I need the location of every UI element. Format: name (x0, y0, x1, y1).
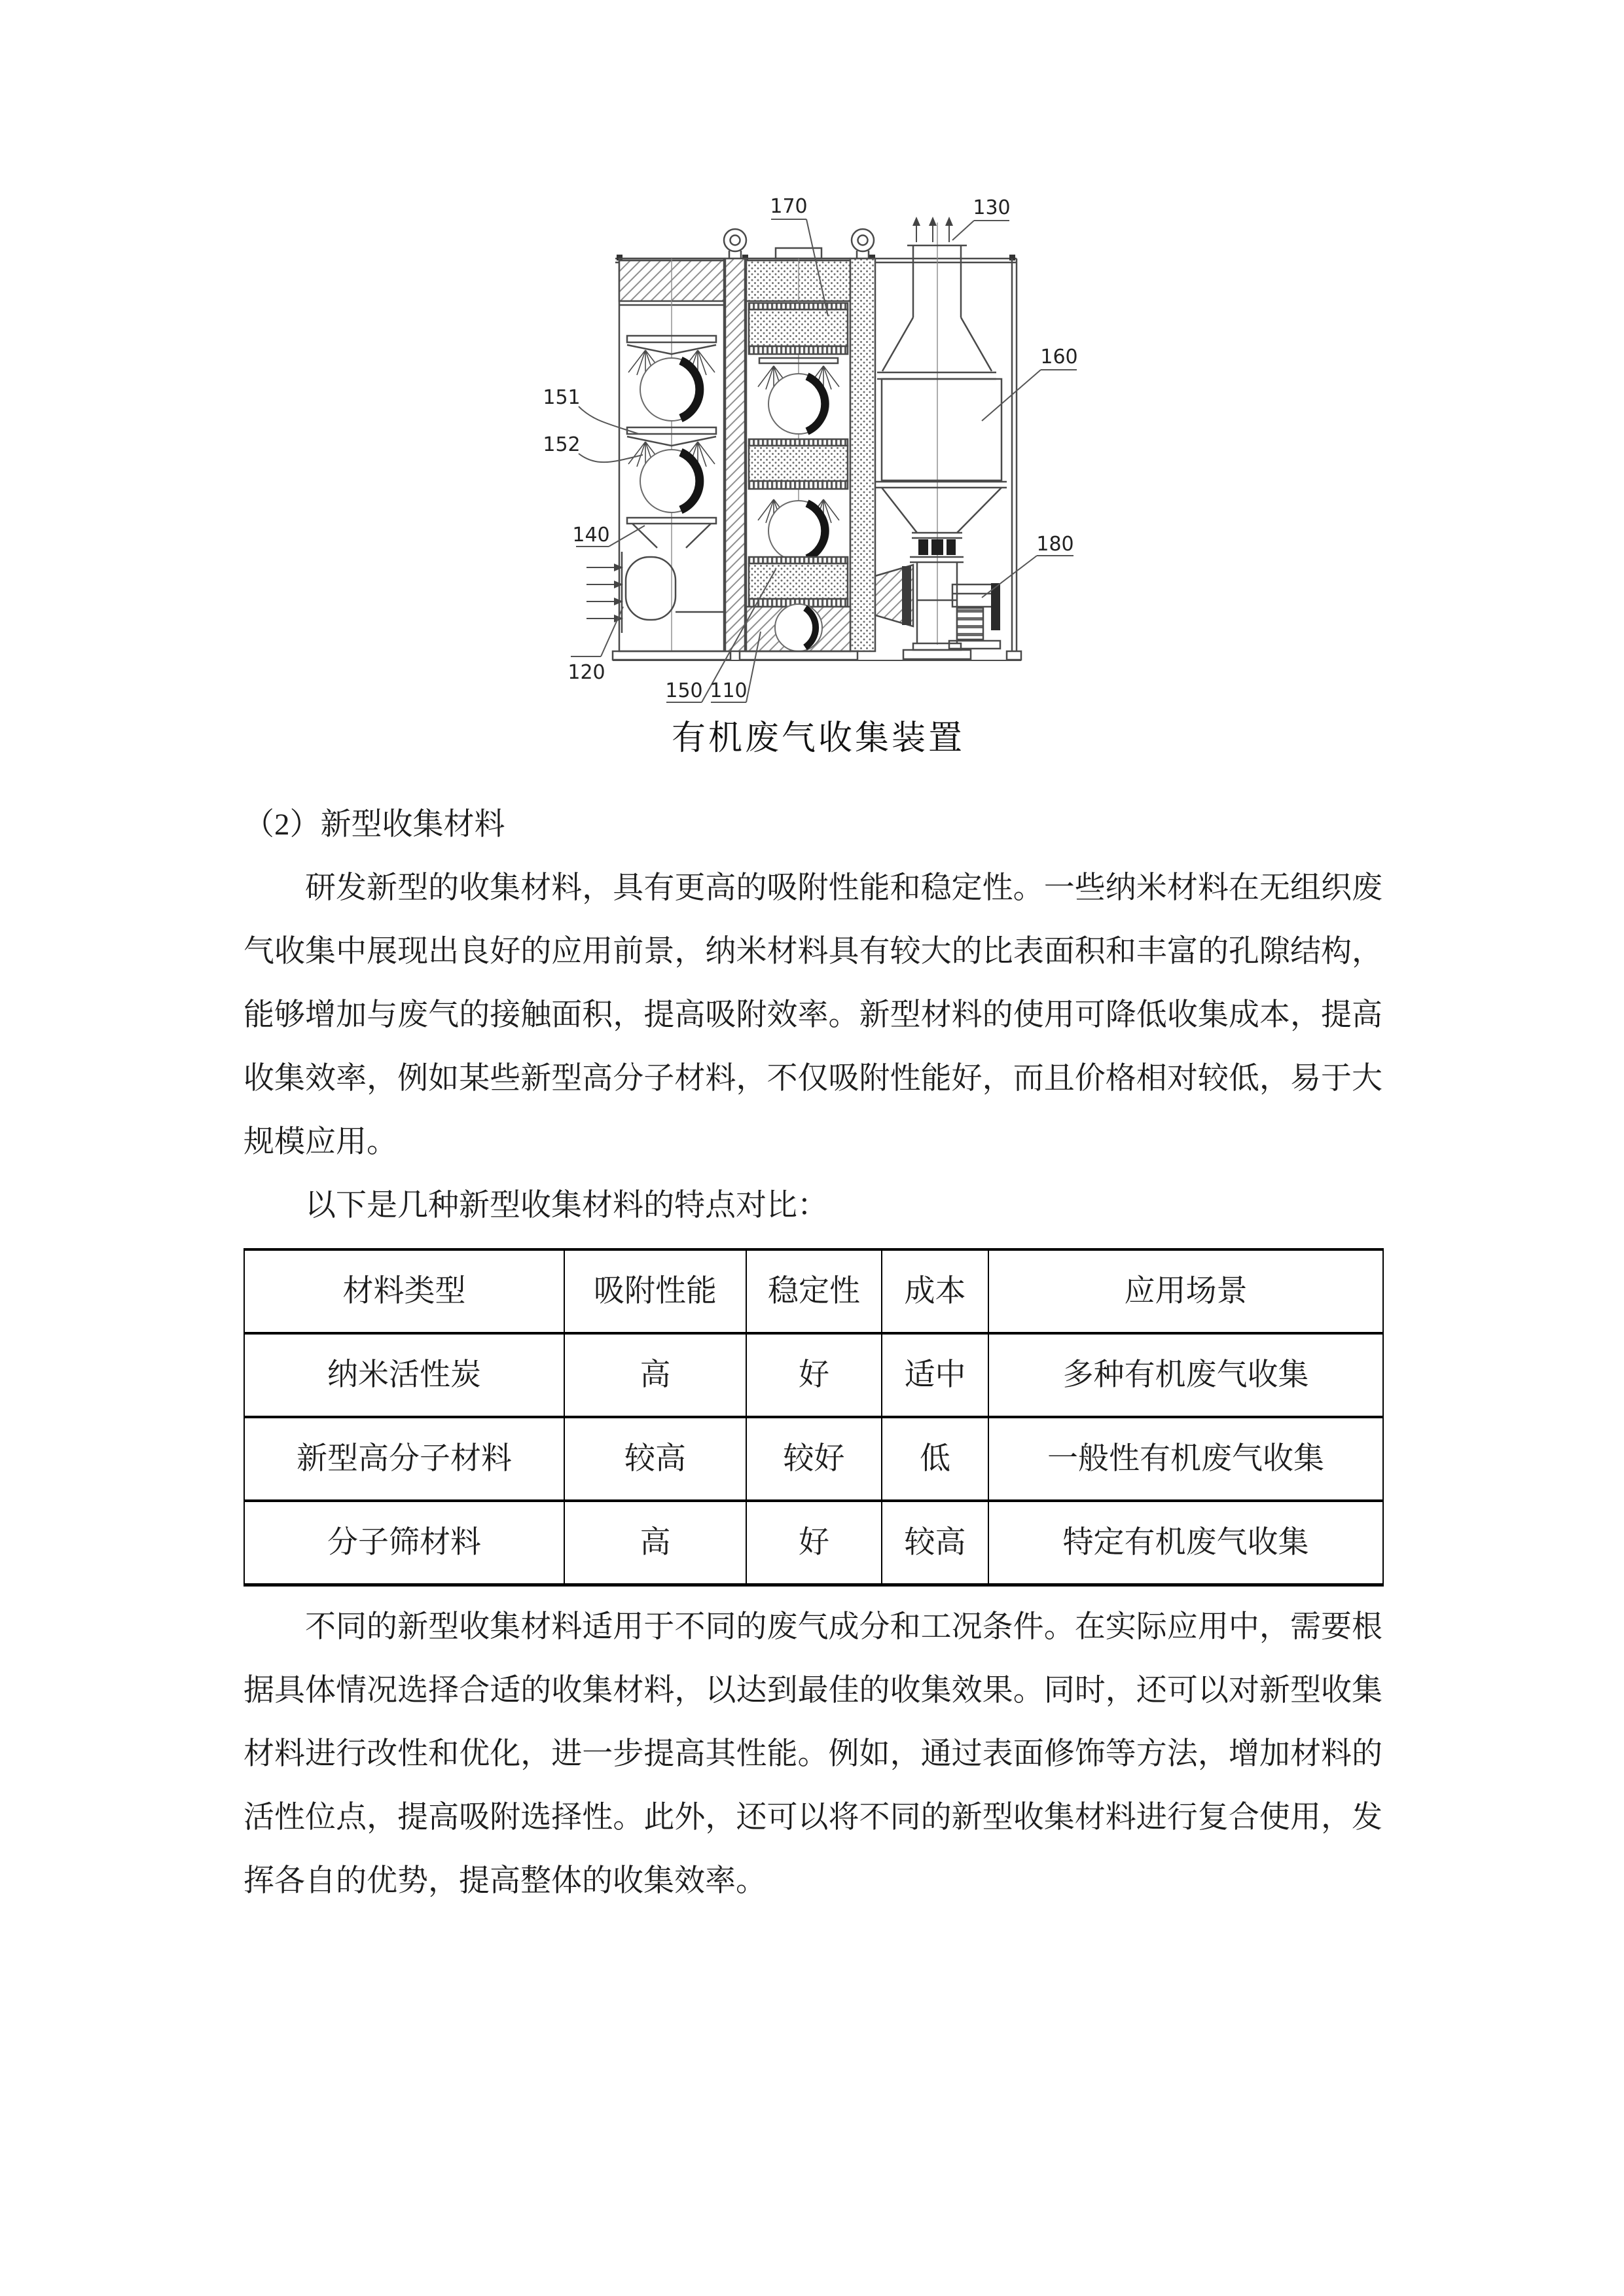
table-cell: 好 (746, 1501, 882, 1585)
column-header-application: 应用场景 (988, 1249, 1383, 1333)
exhaust-arrows-icon (912, 217, 953, 242)
diagram-label-110: 110 (710, 679, 748, 702)
device-drawing (586, 217, 1021, 660)
table-cell: 好 (746, 1333, 882, 1417)
diagram-label-151: 151 (543, 386, 581, 409)
lifting-lug-icon (724, 229, 874, 259)
table-cell: 高 (564, 1501, 746, 1585)
column-header-stability: 稳定性 (746, 1249, 882, 1333)
table-cell: 较高 (564, 1417, 746, 1501)
column-header-cost: 成本 (882, 1249, 988, 1333)
table-cell: 分子筛材料 (244, 1501, 564, 1585)
table-cell: 特定有机废气收集 (988, 1501, 1383, 1585)
table-cell: 低 (882, 1417, 988, 1501)
diagram-label-152: 152 (543, 433, 581, 456)
table-cell: 多种有机废气收集 (988, 1333, 1383, 1417)
table-row (244, 1333, 1383, 1417)
document-body (244, 793, 1382, 1913)
table-cell: 一般性有机废气收集 (988, 1417, 1383, 1501)
diagram-label-140: 140 (572, 524, 610, 547)
paragraph-1: 研发新型的收集材料，具有更高的吸附性能和稳定性。一些纳米材料在无组织废气收集中展现出良好的应用前景，纳米材料具有较大的比表面积和丰富的孔隙结构，能够增加与废气的接触面积，提高吸附效率。新型材料的使用可降低收集成本，提高收集效率，例如某些新型高分子材料，不仅吸附性能好，而且价格相对较低，易于大规模应用。 (244, 871, 1382, 1159)
diagram-label-130: 130 (973, 196, 1011, 219)
section-heading: （2）新型收集材料 (244, 808, 505, 842)
table-cell: 纳米活性炭 (244, 1333, 564, 1417)
diagram-label-160: 160 (1040, 346, 1078, 368)
table-cell: 较好 (746, 1417, 882, 1501)
materials-table (244, 1248, 1384, 1587)
diagram-label-170: 170 (770, 195, 808, 218)
table-header-row (244, 1249, 1383, 1333)
divider-wall (725, 259, 745, 651)
column-header-adsorption: 吸附性能 (564, 1249, 746, 1333)
figure-caption: 有机废气收集装置 (671, 720, 965, 757)
table-cell: 新型高分子材料 (244, 1417, 564, 1501)
table-row (244, 1417, 1383, 1501)
middle-packed-tower (740, 259, 875, 660)
table-intro: 以下是几种新型收集材料的特点对比： (305, 1189, 828, 1223)
diagram-label-150: 150 (665, 679, 703, 702)
table-cell: 高 (564, 1333, 746, 1417)
table-row (244, 1501, 1383, 1585)
table-cell: 较高 (882, 1501, 988, 1585)
figure-diagram (524, 193, 1113, 720)
paragraph-2: 不同的新型收集材料适用于不同的废气成分和工况条件。在实际应用中，需要根据具体情况选择合适的收集材料，以达到最佳的收集效果。同时，还可以对新型收集材料进行改性和优化，进一步提高其性能。例如，通过表面修饰等方法，增加材料的活性位点，提高吸附选择性。此外，还可以将不同的新型收集材料进行复合使用，发挥各自的优势，提高整体的收集效率。 (244, 1610, 1382, 1898)
column-header-material-type: 材料类型 (342, 1274, 466, 1308)
device-diagram-svg (524, 193, 1113, 720)
gas-inlet (586, 552, 676, 633)
table-cell: 适中 (882, 1333, 988, 1417)
left-spray-tower (586, 259, 731, 660)
diagram-label-180: 180 (1036, 533, 1074, 556)
diagram-label-120: 120 (568, 661, 605, 684)
